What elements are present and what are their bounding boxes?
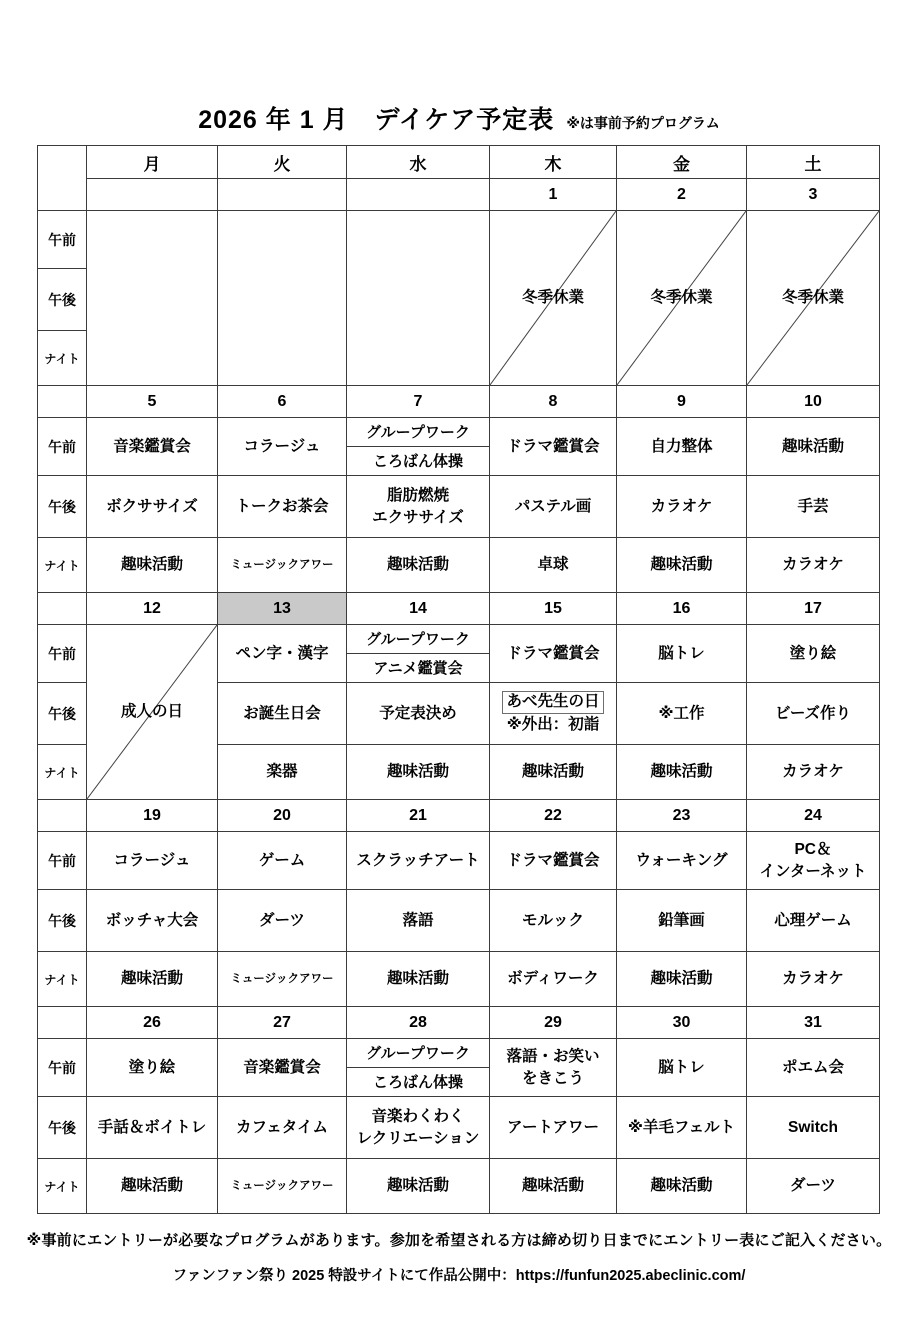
schedule-cell-text: 自力整体 bbox=[650, 437, 713, 455]
schedule-cell bbox=[747, 952, 880, 1007]
schedule-cell-text: ポエム会 bbox=[781, 1058, 844, 1076]
schedule-cell bbox=[490, 418, 617, 476]
date-cell: 12 bbox=[87, 593, 218, 625]
schedule-cell bbox=[747, 538, 880, 593]
date-cell: 24 bbox=[747, 800, 880, 832]
schedule-cell bbox=[87, 418, 218, 476]
schedule-cell-text: 落語 bbox=[402, 911, 434, 929]
schedule-cell-text: 趣味活動 bbox=[781, 437, 844, 455]
schedule-cell bbox=[347, 1097, 490, 1159]
schedule-cell bbox=[747, 211, 880, 386]
schedule-cell-text: 塗り絵 bbox=[128, 1058, 176, 1076]
date-cell: 31 bbox=[747, 1007, 880, 1039]
schedule-cell-text: スクラッチアート bbox=[356, 851, 480, 869]
date-cell: 22 bbox=[490, 800, 617, 832]
boxed-label-row bbox=[490, 691, 616, 714]
schedule-cell-text: 音楽鑑賞会 bbox=[113, 437, 191, 455]
date-cell: 10 bbox=[747, 386, 880, 418]
schedule-cell-text: コラージュ bbox=[243, 437, 321, 455]
date-cell: 23 bbox=[617, 800, 747, 832]
schedule-cell-text: ドラマ鑑賞会 bbox=[506, 437, 600, 455]
schedule-cell bbox=[747, 745, 880, 800]
schedule-cell bbox=[747, 1159, 880, 1214]
time-label: ナイト bbox=[38, 538, 87, 593]
schedule-cell-text: ボディワーク bbox=[507, 970, 599, 988]
date-cell: 21 bbox=[347, 800, 490, 832]
title-row bbox=[0, 100, 918, 136]
time-label: 午後 bbox=[38, 890, 87, 952]
schedule-cell-text: 趣味活動 bbox=[386, 970, 449, 988]
footer bbox=[0, 1229, 918, 1285]
schedule-cell bbox=[347, 538, 490, 593]
schedule-cell-text: モルック bbox=[521, 911, 584, 929]
schedule-cell bbox=[747, 418, 880, 476]
schedule-cell-text: 心理ゲーム bbox=[774, 911, 852, 929]
schedule-cell bbox=[218, 683, 347, 745]
schedule-cell bbox=[87, 832, 218, 890]
schedule-cell-text: PC＆ bbox=[794, 840, 832, 858]
schedule-cell-text: インターネット bbox=[759, 862, 867, 880]
schedule-cell-text: ダーツ bbox=[259, 911, 305, 929]
schedule-cell-text: 音楽わくわく bbox=[371, 1107, 465, 1125]
time-label-spacer bbox=[38, 593, 87, 625]
schedule-cell bbox=[747, 625, 880, 683]
schedule-cell bbox=[347, 625, 490, 683]
schedule-cell bbox=[218, 1039, 347, 1097]
schedule-cell bbox=[617, 418, 747, 476]
schedule-cell bbox=[747, 476, 880, 538]
date-cell: 20 bbox=[218, 800, 347, 832]
schedule-cell bbox=[87, 1159, 218, 1214]
schedule-cell-text: Switch bbox=[788, 1118, 838, 1136]
schedule-cell bbox=[490, 952, 617, 1007]
schedule-cell bbox=[218, 476, 347, 538]
schedule-cell bbox=[617, 832, 747, 890]
schedule-subcell: ころばん体操 bbox=[372, 1073, 463, 1091]
time-label: 午後 bbox=[38, 1097, 87, 1159]
schedule-cell-text: ゲーム bbox=[258, 851, 306, 869]
time-label: 午前 bbox=[38, 211, 87, 269]
date-cell: 19 bbox=[87, 800, 218, 832]
schedule-cell bbox=[347, 745, 490, 800]
schedule-cell-text: 冬季休業 bbox=[521, 289, 584, 307]
schedule-cell bbox=[490, 538, 617, 593]
schedule-cell-text: 卓球 bbox=[537, 556, 569, 574]
time-label: 午後 bbox=[38, 476, 87, 538]
date-cell bbox=[218, 179, 347, 211]
time-label: 午前 bbox=[38, 625, 87, 683]
schedule-cell-text: 趣味活動 bbox=[120, 970, 183, 988]
time-label: ナイト bbox=[38, 1159, 87, 1214]
schedule-cell-text: ※羊毛フェルト bbox=[627, 1118, 736, 1136]
schedule-cell-text: ダーツ bbox=[790, 1177, 836, 1195]
schedule-cell bbox=[87, 1039, 218, 1097]
schedule-cell-text: 脳トレ bbox=[658, 1058, 705, 1076]
schedule-cell-text: 趣味活動 bbox=[386, 1177, 449, 1195]
schedule-cell-text: 趣味活動 bbox=[120, 556, 183, 574]
date-cell: 8 bbox=[490, 386, 617, 418]
time-label: ナイト bbox=[38, 331, 87, 386]
footer-site-note: ファンファン祭り 2025 特設サイトにて作品公開中：https://funfun2025.abeclinic.com/ bbox=[172, 1268, 746, 1284]
schedule-cell bbox=[747, 832, 880, 890]
time-label: 午後 bbox=[38, 269, 87, 331]
schedule-table bbox=[37, 145, 880, 1214]
schedule-cell-text: 脳トレ bbox=[658, 644, 705, 662]
date-cell: 27 bbox=[218, 1007, 347, 1039]
schedule-cell-text: ※工作 bbox=[658, 704, 705, 722]
schedule-cell bbox=[617, 952, 747, 1007]
date-cell: 16 bbox=[617, 593, 747, 625]
schedule-cell bbox=[218, 418, 347, 476]
time-label: 午前 bbox=[38, 1039, 87, 1097]
schedule-cell bbox=[87, 211, 218, 386]
schedule-cell-text: カラオケ bbox=[782, 970, 844, 988]
schedule-cell-text: ※外出：初詣 bbox=[506, 716, 600, 734]
schedule-cell bbox=[347, 418, 490, 476]
schedule-cell bbox=[87, 476, 218, 538]
schedule-cell-text: エクササイズ bbox=[372, 508, 464, 526]
schedule-cell-text: 趣味活動 bbox=[650, 1177, 713, 1195]
schedule-cell-text: コラージュ bbox=[113, 851, 191, 869]
day-header: 土 bbox=[747, 146, 880, 179]
schedule-cell bbox=[218, 890, 347, 952]
title-note: ※は事前予約プログラム bbox=[566, 115, 720, 131]
schedule-subcell: ころばん体操 bbox=[372, 452, 463, 470]
schedule-cell bbox=[87, 538, 218, 593]
schedule-cell bbox=[218, 211, 347, 386]
day-header: 金 bbox=[617, 146, 747, 179]
schedule-cell bbox=[490, 1097, 617, 1159]
schedule-cell bbox=[218, 745, 347, 800]
date-cell: 17 bbox=[747, 593, 880, 625]
schedule-cell bbox=[490, 890, 617, 952]
time-label: 午前 bbox=[38, 832, 87, 890]
schedule-cell-text: 趣味活動 bbox=[521, 1177, 584, 1195]
schedule-cell-text: 冬季休業 bbox=[650, 289, 713, 307]
schedule-cell bbox=[490, 476, 617, 538]
corner-cell bbox=[38, 146, 87, 211]
schedule-cell bbox=[347, 832, 490, 890]
schedule-cell bbox=[747, 890, 880, 952]
schedule-cell bbox=[218, 1159, 347, 1214]
schedule-cell bbox=[347, 1159, 490, 1214]
schedule-cell-text: ドラマ鑑賞会 bbox=[506, 644, 600, 662]
date-cell: 5 bbox=[87, 386, 218, 418]
schedule-cell bbox=[617, 1097, 747, 1159]
schedule-cell bbox=[218, 538, 347, 593]
footer-entry-note: ※事前にエントリーが必要なプログラムがあります。参加を希望される方は締め切り日までにエントリー表にご記入ください。 bbox=[26, 1232, 892, 1249]
schedule-cell-text: 趣味活動 bbox=[650, 556, 713, 574]
schedule-cell bbox=[347, 1039, 490, 1097]
schedule-cell-text: カフェタイム bbox=[236, 1118, 328, 1136]
date-cell: 14 bbox=[347, 593, 490, 625]
schedule-cell-text: 趣味活動 bbox=[650, 763, 713, 781]
date-cell: 15 bbox=[490, 593, 617, 625]
schedule-cell bbox=[490, 832, 617, 890]
schedule-cell-text: ボクササイズ bbox=[106, 497, 198, 515]
schedule-cell-text: 趣味活動 bbox=[386, 556, 449, 574]
schedule-cell bbox=[87, 625, 218, 800]
date-cell: 9 bbox=[617, 386, 747, 418]
day-header: 水 bbox=[347, 146, 490, 179]
schedule-cell-text: 落語・お笑い bbox=[506, 1047, 600, 1065]
schedule-cell-text: ペン字・漢字 bbox=[235, 644, 329, 662]
schedule-cell bbox=[747, 683, 880, 745]
schedule-cell-text: 趣味活動 bbox=[386, 763, 449, 781]
time-label: 午前 bbox=[38, 418, 87, 476]
schedule-cell bbox=[347, 952, 490, 1007]
date-cell: 30 bbox=[617, 1007, 747, 1039]
schedule-cell-text: カラオケ bbox=[782, 763, 844, 781]
schedule-cell bbox=[617, 1159, 747, 1214]
schedule-cell-text: 鉛筆画 bbox=[658, 911, 705, 929]
date-cell bbox=[87, 179, 218, 211]
schedule-cell-text: カラオケ bbox=[650, 497, 713, 515]
schedule-subcell: グループワーク bbox=[347, 418, 489, 447]
schedule-cell bbox=[617, 476, 747, 538]
time-label-spacer bbox=[38, 1007, 87, 1039]
schedule-cell bbox=[617, 745, 747, 800]
schedule-cell bbox=[617, 683, 747, 745]
schedule-cell bbox=[617, 211, 747, 386]
schedule-cell bbox=[490, 1159, 617, 1214]
schedule-cell-text: ドラマ鑑賞会 bbox=[506, 851, 600, 869]
day-header: 火 bbox=[218, 146, 347, 179]
schedule-subcell: アニメ鑑賞会 bbox=[373, 659, 463, 677]
time-label: 午後 bbox=[38, 683, 87, 745]
schedule-cell-text: 趣味活動 bbox=[521, 763, 584, 781]
schedule-cell-text: 楽器 bbox=[266, 763, 298, 781]
date-cell: 3 bbox=[747, 179, 880, 211]
schedule-cell-text: 手芸 bbox=[797, 497, 829, 515]
date-cell: 28 bbox=[347, 1007, 490, 1039]
schedule-cell bbox=[490, 683, 617, 745]
schedule-table-body bbox=[38, 146, 880, 1214]
schedule-cell-text: ボッチャ大会 bbox=[105, 911, 199, 929]
schedule-cell bbox=[617, 625, 747, 683]
schedule-cell bbox=[347, 211, 490, 386]
schedule-cell bbox=[617, 1039, 747, 1097]
schedule-cell bbox=[87, 890, 218, 952]
schedule-cell-text: ビーズ作り bbox=[774, 704, 852, 722]
schedule-cell-text: トークお茶会 bbox=[235, 497, 329, 515]
schedule-cell-text: をきこう bbox=[521, 1069, 584, 1087]
schedule-cell bbox=[490, 1039, 617, 1097]
date-cell: 6 bbox=[218, 386, 347, 418]
date-cell: 26 bbox=[87, 1007, 218, 1039]
schedule-cell-text: 趣味活動 bbox=[650, 970, 713, 988]
day-header: 月 bbox=[87, 146, 218, 179]
schedule-cell bbox=[617, 890, 747, 952]
date-cell bbox=[347, 179, 490, 211]
schedule-cell bbox=[347, 476, 490, 538]
schedule-cell-text: 趣味活動 bbox=[120, 1177, 183, 1195]
schedule-cell bbox=[218, 1097, 347, 1159]
schedule-cell-text: 冬季休業 bbox=[781, 289, 844, 307]
schedule-cell-text: カラオケ bbox=[782, 556, 844, 574]
time-label: ナイト bbox=[38, 952, 87, 1007]
schedule-cell-text: ミュージックアワー bbox=[230, 558, 334, 571]
time-label-spacer bbox=[38, 386, 87, 418]
date-cell: 29 bbox=[490, 1007, 617, 1039]
page-title: 2026 年 1 月 デイケア予定表 bbox=[198, 106, 555, 134]
schedule-cell bbox=[617, 538, 747, 593]
schedule-cell-text: ミュージックアワー bbox=[230, 1179, 334, 1192]
schedule-cell bbox=[490, 745, 617, 800]
date-cell: 7 bbox=[347, 386, 490, 418]
schedule-cell bbox=[218, 625, 347, 683]
day-header: 木 bbox=[490, 146, 617, 179]
schedule-cell bbox=[747, 1097, 880, 1159]
time-label-spacer bbox=[38, 800, 87, 832]
date-cell: 1 bbox=[490, 179, 617, 211]
schedule-cell bbox=[747, 1039, 880, 1097]
schedule-cell-text: 塗り絵 bbox=[789, 644, 837, 662]
schedule-subcell: グループワーク bbox=[347, 1039, 489, 1068]
schedule-cell bbox=[490, 625, 617, 683]
boxed-label: あべ先生の日 bbox=[502, 691, 603, 714]
schedule-cell bbox=[218, 952, 347, 1007]
schedule-cell bbox=[490, 211, 617, 386]
schedule-cell-text: 予定表決め bbox=[379, 704, 457, 722]
schedule-subcell: グループワーク bbox=[347, 625, 489, 654]
schedule-cell bbox=[347, 890, 490, 952]
schedule-cell-text: 手話＆ボイトレ bbox=[97, 1118, 207, 1136]
schedule-cell bbox=[347, 683, 490, 745]
schedule-cell-text: アートアワー bbox=[506, 1118, 600, 1136]
schedule-cell bbox=[218, 832, 347, 890]
schedule-cell-text: ウォーキング bbox=[635, 851, 728, 869]
schedule-cell-text: 成人の日 bbox=[120, 703, 183, 721]
date-cell: 2 bbox=[617, 179, 747, 211]
date-cell: 13 bbox=[218, 593, 347, 625]
schedule-cell-text: 音楽鑑賞会 bbox=[243, 1058, 321, 1076]
schedule-cell-text: パステル画 bbox=[514, 497, 592, 515]
schedule-cell-text: ミュージックアワー bbox=[230, 972, 334, 985]
schedule-cell bbox=[87, 1097, 218, 1159]
schedule-cell-text: レクリエーション bbox=[356, 1129, 480, 1147]
schedule-cell-text: 脂肪燃焼 bbox=[386, 486, 449, 504]
schedule-cell bbox=[87, 952, 218, 1007]
schedule-cell-text: お誕生日会 bbox=[243, 704, 321, 722]
time-label: ナイト bbox=[38, 745, 87, 800]
